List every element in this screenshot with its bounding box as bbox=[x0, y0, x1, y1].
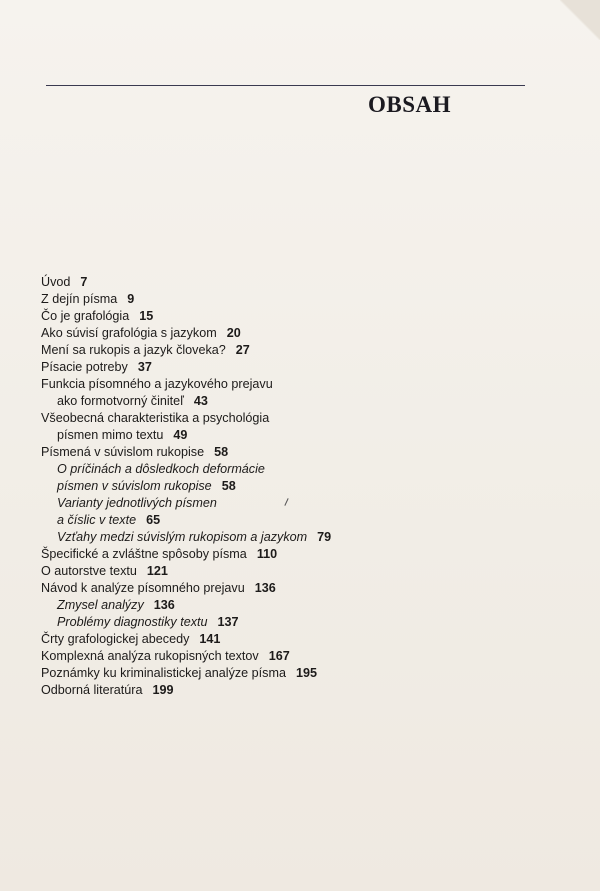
toc-entry bbox=[41, 291, 541, 308]
toc-entry-page: 199 bbox=[152, 683, 174, 697]
toc-entry-title: Z dejín písma bbox=[41, 292, 118, 306]
toc-entry-page: 141 bbox=[199, 632, 221, 646]
toc-entry-title: Všeobecná charakteristika a psychológia bbox=[41, 411, 270, 425]
toc-entry-page: 58 bbox=[214, 445, 229, 459]
toc-entry bbox=[41, 665, 541, 682]
toc-entry bbox=[41, 495, 541, 512]
toc-entry-title: Úvod bbox=[41, 275, 71, 289]
toc-entry bbox=[41, 444, 541, 461]
toc-entry-page: 167 bbox=[268, 649, 290, 663]
page-title: OBSAH bbox=[368, 92, 452, 117]
toc-entry-title: Funkcia písomného a jazykového prejavu bbox=[41, 377, 273, 391]
toc-entry-title: písmen v súvislom rukopise bbox=[57, 479, 212, 493]
toc-entry bbox=[41, 342, 541, 359]
toc-entry bbox=[41, 563, 541, 580]
toc-entry-title: ako formotvorný činiteľ bbox=[57, 394, 184, 408]
toc-entry-title: Komplexná analýza rukopisných textov bbox=[41, 649, 259, 663]
toc-entry-page: 9 bbox=[127, 292, 135, 306]
toc-entry-title: Odborná literatúra bbox=[41, 683, 143, 697]
toc-entry bbox=[41, 546, 541, 563]
toc-entry-page: 136 bbox=[254, 581, 276, 595]
toc-entry bbox=[41, 631, 541, 648]
toc-entry-title: Čo je grafológia bbox=[41, 309, 130, 323]
toc-entry bbox=[41, 427, 541, 444]
toc-entry bbox=[41, 529, 541, 546]
toc-entry-title: Črty grafologickej abecedy bbox=[41, 632, 190, 646]
toc-entry-title: písmen mimo textu bbox=[57, 428, 164, 442]
toc-entry-page: 20 bbox=[226, 326, 241, 340]
toc-entry bbox=[41, 478, 541, 495]
toc-entry-title: O príčinách a dôsledkoch deformácie bbox=[57, 462, 265, 476]
toc-entry-page: 27 bbox=[235, 343, 250, 357]
toc-entry-title: Špecifické a zvláštne spôsoby písma bbox=[41, 547, 247, 561]
toc-entry-page: 121 bbox=[146, 564, 168, 578]
toc-entry-page: 58 bbox=[221, 479, 236, 493]
toc-entry bbox=[41, 512, 541, 529]
header-rule bbox=[46, 85, 525, 86]
toc-entry bbox=[41, 410, 541, 427]
toc-entry bbox=[41, 614, 541, 631]
table-of-contents bbox=[41, 274, 541, 699]
toc-entry-page: 15 bbox=[139, 309, 154, 323]
toc-entry-page: 65 bbox=[146, 513, 161, 527]
toc-entry-title: Varianty jednotlivých písmen bbox=[57, 496, 217, 510]
page-corner bbox=[560, 0, 600, 40]
toc-entry-title: a číslic v texte bbox=[57, 513, 137, 527]
bleed-through-shadow bbox=[42, 96, 522, 246]
toc-entry-page: 137 bbox=[217, 615, 239, 629]
toc-entry bbox=[41, 580, 541, 597]
toc-entry-title: Vzťahy medzi súvislým rukopisom a jazykom bbox=[57, 530, 308, 544]
toc-entry bbox=[41, 597, 541, 614]
toc-entry-page: 195 bbox=[295, 666, 317, 680]
toc-entry bbox=[41, 682, 541, 699]
toc-entry-title: Problémy diagnostiky textu bbox=[57, 615, 208, 629]
toc-entry-page: 7 bbox=[80, 275, 88, 289]
toc-entry-page: 37 bbox=[137, 360, 152, 374]
toc-entry bbox=[41, 461, 541, 478]
toc-entry bbox=[41, 393, 541, 410]
toc-entry bbox=[41, 325, 541, 342]
toc-entry-title: Mení sa rukopis a jazyk človeka? bbox=[41, 343, 226, 357]
toc-entry bbox=[41, 359, 541, 376]
toc-entry-title: Návod k analýze písomného prejavu bbox=[41, 581, 245, 595]
toc-entry-page: 110 bbox=[256, 547, 278, 561]
toc-entry-page: 136 bbox=[153, 598, 175, 612]
toc-entry-title: Poznámky ku kriminalistickej analýze písma bbox=[41, 666, 286, 680]
toc-entry-title: O autorstve textu bbox=[41, 564, 137, 578]
toc-entry bbox=[41, 376, 541, 393]
toc-entry bbox=[41, 308, 541, 325]
toc-entry-title: Zmysel analýzy bbox=[57, 598, 144, 612]
toc-entry-page: 43 bbox=[193, 394, 208, 408]
toc-entry bbox=[41, 274, 541, 291]
toc-entry-page: 79 bbox=[317, 530, 332, 544]
toc-entry-title: Ako súvisí grafológia s jazykom bbox=[41, 326, 217, 340]
toc-entry-title: Písmená v súvislom rukopise bbox=[41, 445, 205, 459]
toc-entry-title: Písacie potreby bbox=[41, 360, 128, 374]
toc-entry bbox=[41, 648, 541, 665]
toc-entry-page: 49 bbox=[173, 428, 188, 442]
